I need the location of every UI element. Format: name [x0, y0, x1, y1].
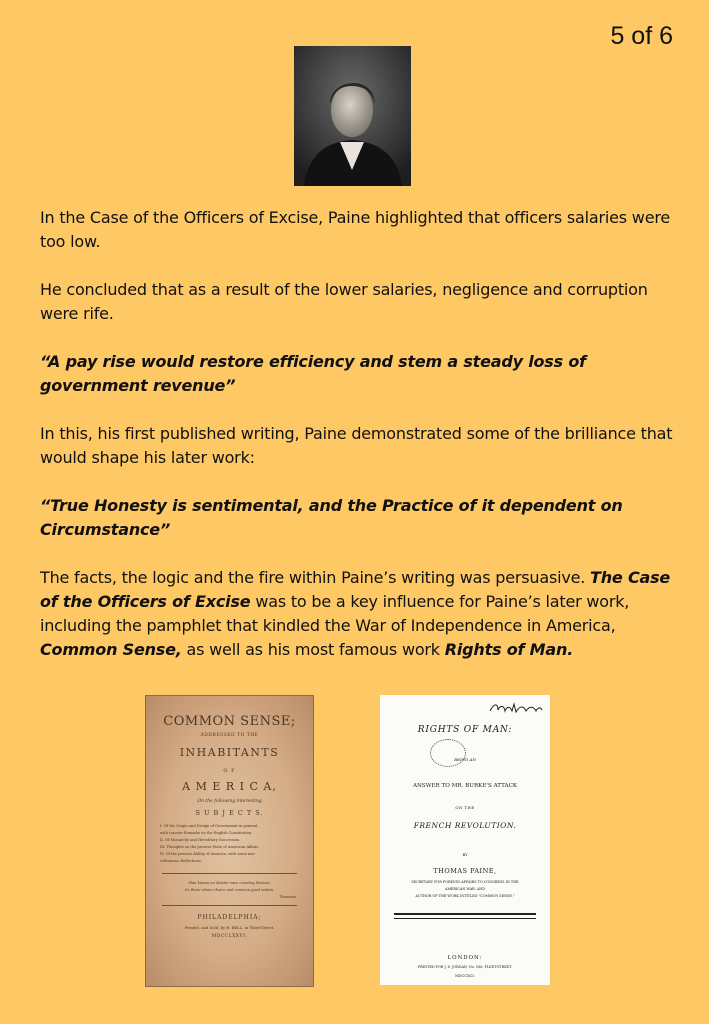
rm-title: RIGHTS OF MAN:: [417, 725, 513, 735]
rm-role-3: AUTHOR OF THE WORK INTITLED "COMMON SENSE.": [415, 894, 515, 898]
influence-text-1: The facts, the logic and the fire within Paine’s writing was persuasive.: [40, 568, 591, 587]
title-case-of-officers: The Case of the Officers of Excise: [40, 568, 671, 611]
influence-text-2: was to be a key influence for Paine’s later work, including the pamphlet that kindled the War of Independence in America,: [40, 592, 630, 635]
cs-following: On the following interesting: [197, 799, 262, 804]
cs-subject-list: [160, 823, 303, 865]
paragraph-salaries: In the Case of the Officers of Excise, Paine highlighted that officers salaries were too low.: [40, 208, 671, 251]
article-body: [40, 206, 676, 686]
cs-item: with concise Remarks on the English Constitution.: [160, 831, 253, 835]
rm-author: THOMAS PAINE,: [433, 867, 497, 875]
cs-printed: Printed, and Sold, by R. BELL, in Third-Street.: [184, 925, 275, 930]
portrait-image: [294, 46, 411, 186]
rm-answer: ANSWER TO MR. BURKE'S ATTACK: [412, 783, 518, 789]
cs-motto-2: Or those whom choice and common good ordain.: [184, 888, 275, 892]
cs-title: COMMON SENSE;: [163, 714, 296, 729]
cs-motto-1: Man knows no Master save creating Heaven,: [188, 881, 271, 885]
paragraph-corruption: He concluded that as a result of the lower salaries, negligence and corruption were rife.: [40, 280, 648, 323]
common-sense-cover-image: [145, 695, 314, 987]
page-counter: 5 of 6: [610, 22, 673, 50]
quote-pay-rise: “A pay rise would restore efficiency and stem a steady loss of government revenue”: [40, 352, 586, 395]
title-common-sense: Common Sense,: [40, 640, 182, 659]
rm-divider: [394, 913, 536, 919]
rm-city: LONDON:: [447, 955, 483, 961]
cs-of: O F: [223, 768, 236, 774]
cs-year: MDCCLXXVI.: [211, 934, 248, 939]
rights-of-man-cover-image: [380, 695, 550, 985]
quote-true-honesty: “True Honesty is sentimental, and the Practice of it dependent on Circumstance”: [40, 496, 623, 539]
cs-inhabitants: INHABITANTS: [179, 746, 280, 759]
cs-item: I. Of the Origin and Design of Government in general,: [160, 824, 259, 828]
cs-item: IV. Of the present Ability of America, with some mis-: [160, 852, 256, 856]
cs-divider: [162, 873, 297, 874]
rm-year: MDCCXCI.: [455, 974, 475, 978]
rm-role-1: SECRETARY FOR FOREIGN AFFAIRS TO CONGRESS IN THE: [411, 880, 519, 884]
cs-item: III. Thoughts on the present State of American Affairs.: [160, 845, 260, 849]
cs-addressed: ADDRESSED TO THE: [200, 733, 259, 738]
paragraph-first-writing: In this, his first published writing, Paine demonstrated some of the brilliance that would shape his later work:: [40, 424, 673, 467]
portrait-illustration: [294, 46, 411, 186]
cs-item: cellaneous Reflections.: [160, 859, 202, 863]
rm-role-2: AMERICAN WAR, AND: [445, 887, 485, 891]
cs-item: II. Of Monarchy and Hereditary Succession.: [160, 838, 241, 842]
rm-printed: PRINTED FOR J. S. JORDAN, No. 166, FLEET-STREET.: [418, 965, 512, 969]
cs-city: PHILADELPHIA;: [197, 914, 262, 921]
influence-text-3: as well as his most famous work: [181, 640, 445, 659]
rm-being: BEING AN: [454, 757, 476, 762]
rm-on-the: ON THE: [455, 805, 475, 810]
rm-french: FRENCH REVOLUTION.: [413, 821, 517, 830]
rm-by: BY: [462, 853, 468, 857]
title-rights-of-man: Rights of Man.: [444, 640, 574, 659]
cs-subjects: S U B J E C T S.: [195, 809, 264, 817]
cs-divider-2: [162, 905, 297, 906]
cs-motto-author: Thomson.: [279, 895, 297, 899]
cs-america: A M E R I C A,: [182, 780, 277, 793]
handwritten-signature: [488, 701, 544, 715]
rm-stamp: [430, 739, 466, 767]
paragraph-influence: [40, 566, 676, 662]
